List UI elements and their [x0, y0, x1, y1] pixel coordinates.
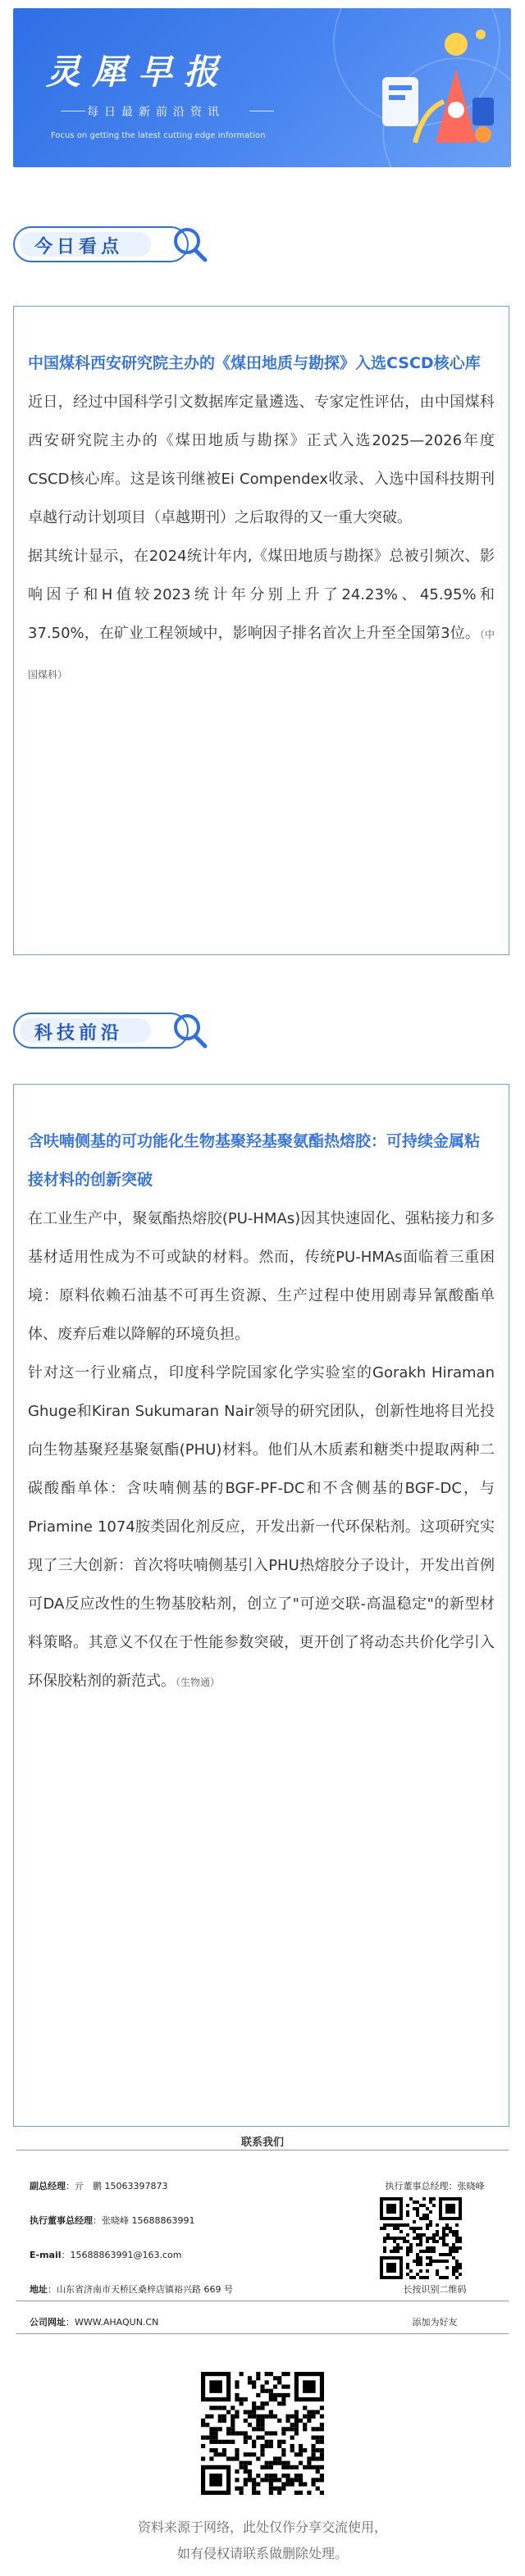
article-paragraph — [28, 1354, 495, 1702]
company-qr-code[interactable] — [201, 2372, 324, 2495]
section-header-tech-frontier — [13, 1006, 226, 1055]
executive-manager — [30, 2214, 194, 2227]
paragraph-text: 针对这一行业痛点，印度科学院国家化学实验室的Gorakh Hiraman Ghuge和Kiran Sukumaran Nair领导的研究团队，创新性地将目光投向生物基聚羟基聚氨酯(PHU)材料。他们从木质素和糖类中提取两种二碳酸酯单体：含呋喃侧基的BGF-PF-DC和不含侧基的BGF-DC，与Priamine 1074胺类固化剂反应，开发出新一代环保粘剂。这项研究实现了三大创新：首次将呋喃侧基引入PHU热熔胶分子设计，开发出首例可DA反应改性的生物基胶粘剂，创立了"可逆交联-高温稳定"的新型材料策略。其意义不仅在于性能参数突破，更开创了将动态共价化学引入环保胶粘剂的新范式。 — [28, 1364, 495, 1690]
header-banner — [13, 8, 511, 167]
source-note: （生物通） — [176, 1677, 221, 1688]
email — [30, 2248, 182, 2261]
qr-caption: 添加为好友 — [412, 2317, 458, 2328]
article-card-coal-journal — [13, 306, 509, 955]
website-label: 公司网址 — [30, 2317, 66, 2328]
disclaimer-line: 资料来源于网络，此处仅作分享交流使用， — [137, 2519, 387, 2535]
banner-subtitle: 每日最新前沿资讯 — [87, 106, 225, 119]
divider — [61, 111, 85, 112]
email-label: E-mail — [30, 2250, 62, 2260]
article-paragraph: 在工业生产中，聚氨酯热熔胶(PU-HMAs)因其快速固化、强粘接力和多基材适用性成为不可或缺的材料。然而，传统PU-HMAs面临着三重困境：原料依赖石油基不可再生资源、生产过程中使用剧毒异氰酸酯单体、废弃后难以降解的环境负担。 — [28, 1210, 495, 1343]
section-header-today — [13, 220, 226, 269]
website-value[interactable]: ：WWW.AHAQUN.CN — [66, 2317, 159, 2328]
magnifier-icon — [171, 1011, 210, 1050]
qr-title: 执行董事总经理：张晓峰 — [385, 2181, 485, 2191]
address-value: ：山东省济南市天桥区桑梓店镇裕兴路 669 号 — [48, 2284, 233, 2295]
deputy-value: ：亓 鹏 15063397873 — [66, 2181, 168, 2191]
section-pill — [13, 226, 189, 262]
deputy-manager — [30, 2179, 167, 2192]
article-card-adhesive — [13, 1084, 509, 2127]
email-value[interactable]: ：15688863991@163.com — [61, 2250, 182, 2260]
website — [30, 2315, 158, 2328]
disclaimer-line: 如有侵权请联系做删除处理。 — [176, 2546, 348, 2561]
section-label: 今日看点 — [34, 236, 124, 257]
article-heading: 含呋喃侧基的可功能化生物基聚羟基聚氨酯热熔胶：可持续金属粘接材料的创新突破 — [28, 1132, 481, 1189]
article-paragraph: 近日，经过中国科学引文数据库定量遴选、专家定性评估，由中国煤科西安研究院主办的《煤田地质与勘探》正式入选2025—2026年度CSCD核心库。这是该刊继被Ei Compendex收录、入选中国科技期刊卓越行动计划项目（卓越期刊）之后取得的又一重大突破。 — [28, 394, 495, 526]
deputy-label: 副总经理 — [30, 2181, 66, 2191]
article-heading: 中国煤科西安研究院主办的《煤田地质与勘探》入选CSCD核心库 — [28, 354, 481, 372]
article-paragraph — [28, 537, 495, 694]
contact-title: 联系我们 — [240, 2137, 284, 2149]
address-label: 地址 — [30, 2284, 48, 2295]
paragraph-text: 据其统计显示，在2024统计年内,《煤田地质与勘探》总被引频次、影响因子和H值较2023统计年分别上升了24.23%、45.95%和37.50%，在矿业工程领域中，影响因子排名首次上升至全国第3位。 — [28, 548, 495, 642]
exec-label: 执行董事总经理 — [30, 2215, 93, 2226]
banner-english-tagline: Focus on getting the latest cutting edge information — [51, 131, 266, 140]
qr-caption: 长按识别二维码 — [403, 2284, 467, 2295]
footer-divider — [16, 2333, 509, 2334]
section-pill — [13, 1013, 189, 1049]
rocket-illustration-icon — [358, 20, 505, 159]
magnifier-icon — [171, 225, 210, 264]
exec-value: ：张晓峰 15688863991 — [93, 2215, 195, 2226]
address — [30, 2282, 233, 2296]
banner-title: 灵犀早报 — [46, 52, 231, 92]
wechat-qr-code[interactable] — [380, 2197, 462, 2279]
source-note: （中国煤科） — [28, 629, 495, 680]
section-label: 科技前沿 — [34, 1022, 124, 1044]
divider — [249, 111, 274, 112]
